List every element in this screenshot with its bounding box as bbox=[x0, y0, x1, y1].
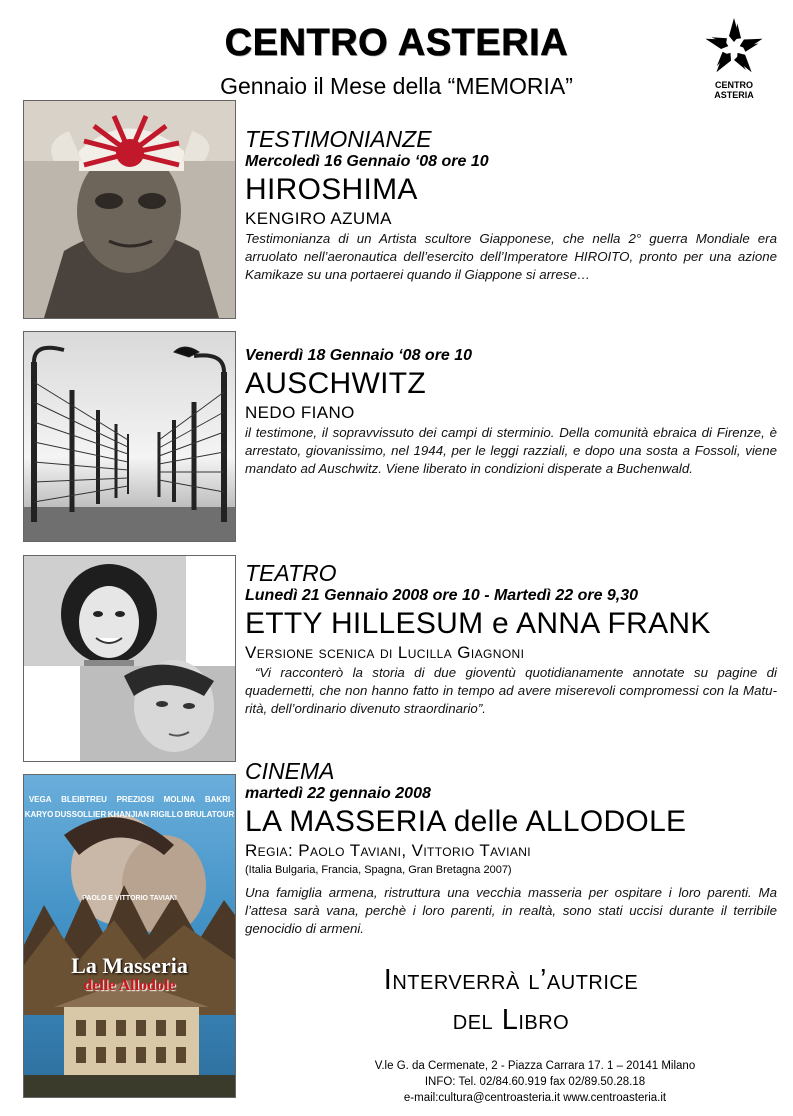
poster-title: La Masseria bbox=[71, 953, 188, 978]
event-teatro bbox=[245, 560, 777, 718]
poster-subtitle: delle Allodole bbox=[83, 977, 176, 994]
poster-directors: PAOLO E VITTORIO TAVIANI bbox=[82, 895, 177, 902]
poster-actor: PREZIOSI bbox=[116, 795, 154, 804]
logo-label-line-2: ASTERIA bbox=[714, 90, 754, 100]
poster-actors-row-2 bbox=[24, 810, 235, 819]
footer-address: V.le G. da Cermenate, 2 - Piazza Carrara 17. 1 – 20141 Milano bbox=[374, 1060, 696, 1072]
event-title: ETTY HILLESUM e ANNA FRANK bbox=[245, 607, 711, 640]
poster-actor: MOLINA bbox=[163, 795, 196, 804]
centro-asteria-logo bbox=[702, 16, 766, 106]
speaker-line-1: Interverrà l’autrice bbox=[383, 964, 639, 996]
category-label: CINEMA bbox=[245, 758, 335, 784]
poster-actor: RIGILLO bbox=[150, 810, 183, 819]
event-speaker: NEDO FIANO bbox=[245, 403, 355, 422]
event-auschwitz bbox=[245, 346, 777, 478]
asteria-star-icon bbox=[702, 16, 766, 78]
poster-actor: BAKRI bbox=[204, 795, 231, 804]
event-description: Una famiglia armena, ristruttura una vecchia masseria per ospitare i loro parenti. Ma l’attesa sarà vana, perchè i loro parenti, in realtà, sono stati uccisi durante il terribile genocidio di armeni. bbox=[245, 885, 777, 936]
event-date: Lunedì 21 Gennaio 2008 ore 10 - Martedì 22 ore 9,30 bbox=[245, 587, 639, 604]
poster-actor: DUSSOLLIER bbox=[54, 810, 107, 819]
poster-actor: BLEIBTREU bbox=[61, 795, 107, 804]
event-date: Venerdì 18 Gennaio ‘08 ore 10 bbox=[245, 347, 473, 364]
poster-actor: KARYO bbox=[24, 810, 54, 819]
poster-actors-row-1 bbox=[24, 795, 235, 804]
logo-label-line-1: CENTRO bbox=[715, 80, 753, 90]
poster-header bbox=[24, 781, 235, 819]
speaker-line-2: del Libro bbox=[452, 1004, 570, 1036]
poster-actor: KHANJIAN bbox=[107, 810, 150, 819]
event-title: LA MASSERIA delle ALLODOLE bbox=[245, 805, 687, 838]
anna-frank-etty-hillesum-photo bbox=[23, 555, 236, 762]
event-speaker: Versione scenica di Lucilla Giagnoni bbox=[245, 643, 525, 662]
event-date: Mercoledì 16 Gennaio ‘08 ore 10 bbox=[245, 153, 489, 170]
event-production-note: (Italia Bulgaria, Francia, Spagna, Gran Bretagna 2007) bbox=[245, 864, 512, 876]
page-title: CENTRO ASTERIA bbox=[224, 22, 569, 64]
event-cinema bbox=[245, 758, 777, 938]
footer-email-web: e-mail:cultura@centroasteria.it www.centroasteria.it bbox=[403, 1092, 667, 1104]
poster-actor: VEGA bbox=[28, 795, 52, 804]
event-title: AUSCHWITZ bbox=[245, 367, 427, 400]
event-date: martedì 22 gennaio 2008 bbox=[245, 785, 431, 802]
category-label: TESTIMONIANZE bbox=[245, 126, 432, 152]
film-poster bbox=[23, 774, 236, 1098]
event-title: HIROSHIMA bbox=[245, 173, 418, 206]
event-description: “Vi racconterò la storia di due gioventù quotidianamente annotate su pagine di quadernetti, che non hanno fatto in tempo ad avere miserevoli compromessi con la Matu-rità, dell’ordinario divenuto straordinario”. bbox=[245, 665, 777, 716]
event-description: Testimonianza di un Artista scultore Giapponese, che nella 2° guerra Mondiale era arruolato nell’aeronautica dell’esercito dell’Imperatore HIROITO, pronto per una azione Kamikaze su una portaerei quando il Giappone si arrese… bbox=[245, 231, 777, 282]
category-label: TEATRO bbox=[245, 560, 337, 586]
event-speaker: KENGIRO AZUMA bbox=[245, 209, 392, 228]
footer-contacts bbox=[300, 1058, 770, 1106]
footer-phones: INFO: Tel. 02/84.60.919 fax 02/89.50.28.18 bbox=[424, 1076, 646, 1088]
auschwitz-fence-photo bbox=[23, 331, 236, 542]
speaker-announcement bbox=[245, 960, 777, 1040]
event-hiroshima bbox=[245, 126, 777, 284]
event-description: il testimone, il sopravvissuto dei campi di sterminio. Della comunità ebraica di Firenze, è arrestato, giovanissimo, nel 1944, per le leggi razziali, e dopo una sosta a Fossoli, viene mandato ad Auschwitz. Viene liberato in condizioni disperate a Buchenwald. bbox=[245, 425, 777, 476]
poster-actor: BRULATOUR bbox=[184, 810, 235, 819]
kamikaze-photo bbox=[23, 100, 236, 319]
event-director: Regia: Paolo Taviani, Vittorio Taviani bbox=[245, 841, 532, 860]
page-subtitle: Gennaio il Mese della “MEMORIA” bbox=[220, 73, 573, 99]
logo-label bbox=[702, 80, 766, 100]
